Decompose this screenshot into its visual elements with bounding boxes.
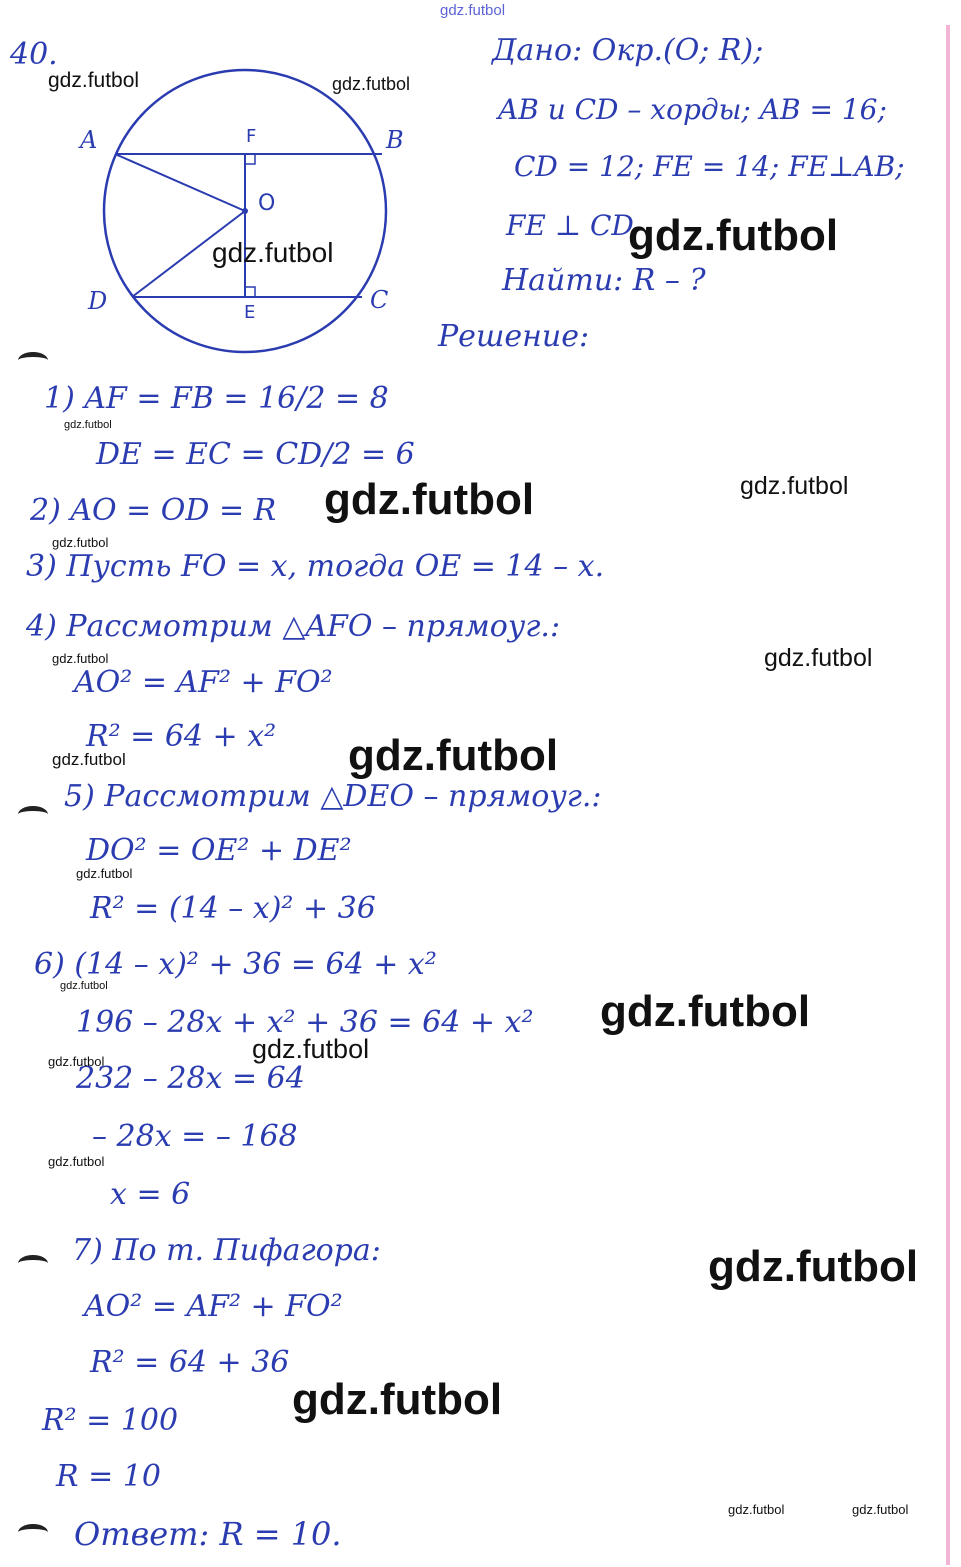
watermark: gdz.futbol xyxy=(764,644,873,672)
point-label-o: O xyxy=(258,191,276,216)
given-line-4: FE ⊥ CD xyxy=(506,209,634,242)
step-4b: R² = 64 + x² xyxy=(86,719,277,754)
step-3: 3) Пусть FO = x, тогда OE = 14 – x. xyxy=(26,549,605,584)
step-1b: DE = EC = CD/2 = 6 xyxy=(96,437,415,472)
point-label-a: A xyxy=(80,126,98,154)
watermark: gdz.futbol xyxy=(852,1502,909,1517)
given-line-1: Дано: Окр.(O; R); xyxy=(492,33,764,68)
watermark: gdz.futbol xyxy=(48,69,140,92)
find-line: Найти: R – ? xyxy=(502,263,706,298)
watermark: gdz.futbol xyxy=(48,1054,105,1069)
step-5a: DO² = OE² + DE² xyxy=(86,833,352,868)
step-5b: R² = (14 – x)² + 36 xyxy=(90,891,376,926)
watermark: gdz.futbol xyxy=(708,1242,919,1291)
watermark: gdz.futbol xyxy=(60,980,108,992)
watermark: gdz.futbol xyxy=(292,1375,503,1424)
step-7a: AO² = AF² + FO² xyxy=(84,1289,343,1324)
radius-ao xyxy=(115,154,245,211)
watermark: gdz.futbol xyxy=(76,866,133,881)
watermark: gdz.futbol xyxy=(212,237,334,268)
step-7: 7) По т. Пифагора: xyxy=(72,1233,381,1268)
given-line-3: CD = 12; FE = 14; FE⊥AB; xyxy=(514,150,905,183)
watermark: gdz.futbol xyxy=(348,731,559,780)
center-point xyxy=(242,208,248,214)
watermark: gdz.futbol xyxy=(252,1034,370,1064)
watermark: gdz.futbol xyxy=(600,987,811,1036)
watermark: gdz.futbol xyxy=(440,2,506,19)
step-6d: x = 6 xyxy=(110,1177,191,1212)
problem-number: 40. xyxy=(10,37,58,72)
point-label-c: C xyxy=(370,286,389,314)
watermark: gdz.futbol xyxy=(628,211,839,260)
watermark: gdz.futbol xyxy=(332,74,411,94)
step-4a: AO² = AF² + FO² xyxy=(74,665,333,700)
right-angle-mark-f xyxy=(245,154,255,164)
right-angle-mark-e xyxy=(245,287,255,297)
watermark: gdz.futbol xyxy=(740,472,849,500)
watermark: gdz.futbol xyxy=(52,651,109,666)
watermark: gdz.futbol xyxy=(728,1502,785,1517)
answer-line: Ответ: R = 10. xyxy=(74,1515,342,1553)
step-6b: 232 – 28x = 64 xyxy=(76,1061,305,1096)
point-label-b: B xyxy=(386,126,404,154)
solution-heading: Решение: xyxy=(438,319,590,354)
step-6a: 196 – 28x + x² + 36 = 64 + x² xyxy=(76,1005,534,1040)
watermark: gdz.futbol xyxy=(324,475,535,524)
step-6: 6) (14 – x)² + 36 = 64 + x² xyxy=(34,947,437,982)
watermark: gdz.futbol xyxy=(52,535,109,550)
point-label-f: F xyxy=(246,126,257,147)
point-label-e: E xyxy=(244,302,256,323)
watermark: gdz.futbol xyxy=(48,1154,105,1169)
step-7d: R = 10 xyxy=(56,1459,161,1494)
step-1a: 1) AF = FB = 16/2 = 8 xyxy=(44,381,389,416)
step-7c: R² = 100 xyxy=(42,1403,179,1438)
point-label-d: D xyxy=(88,287,108,315)
given-line-2: AB и CD – хорды; AB = 16; xyxy=(498,93,887,126)
step-2: 2) AO = OD = R xyxy=(30,493,277,528)
step-7b: R² = 64 + 36 xyxy=(90,1345,290,1380)
step-5: 5) Рассмотрим △DEO – прямоуг.: xyxy=(64,779,602,814)
watermark: gdz.futbol xyxy=(52,750,126,769)
step-4: 4) Рассмотрим △AFO – прямоуг.: xyxy=(26,609,561,644)
watermark: gdz.futbol xyxy=(64,419,112,431)
step-6c: – 28x = – 168 xyxy=(92,1119,298,1154)
